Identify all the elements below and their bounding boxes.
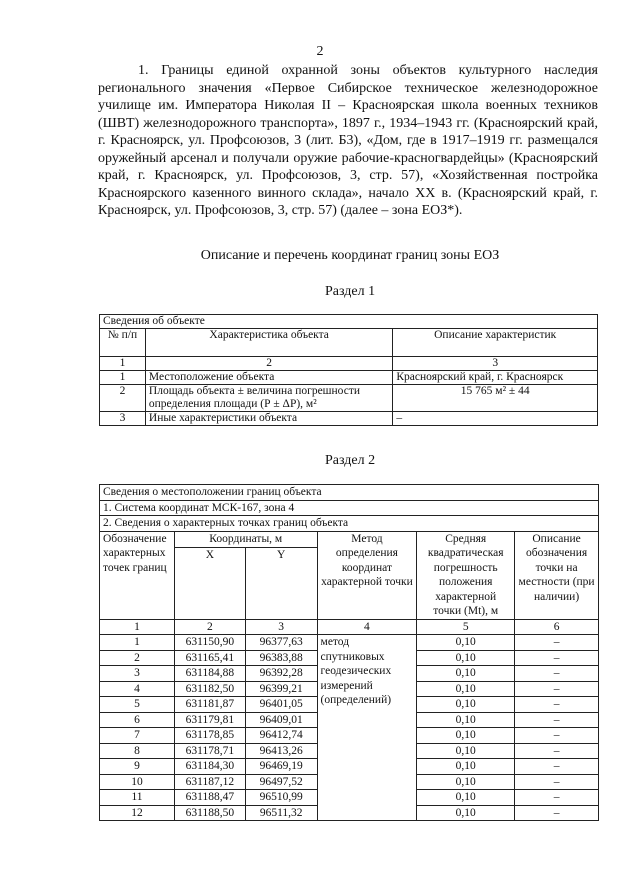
cell: Местоположение объекта: [145, 371, 392, 385]
cell: 96497,52: [245, 774, 317, 790]
cell: 96409,01: [245, 712, 317, 728]
cell: –: [515, 681, 599, 697]
table2-caption: 2. Сведения о характерных точках границ объекта: [100, 516, 599, 532]
cell: 10: [100, 774, 175, 790]
cell: 631188,47: [174, 790, 245, 806]
section1-title: Раздел 1: [325, 284, 376, 299]
cell: 0,10: [417, 681, 515, 697]
cell: 15 765 м² ± 44: [393, 385, 598, 412]
cell: 0,10: [417, 712, 515, 728]
cell: 96412,74: [245, 728, 317, 744]
cell: 3: [100, 666, 175, 682]
cell: 96399,21: [245, 681, 317, 697]
cell: 0,10: [417, 650, 515, 666]
cell: 96401,05: [245, 697, 317, 713]
cell: 5: [100, 697, 175, 713]
cell: –: [515, 635, 599, 651]
cell: –: [393, 412, 598, 426]
header-error: Средняя квадратическая погрешность положения характерной точки (Mt), м: [417, 531, 515, 619]
cell: 0,10: [417, 774, 515, 790]
cell: 96511,32: [245, 805, 317, 821]
cell: –: [515, 759, 599, 775]
scan-edge: [0, 872, 640, 883]
cell: 631150,90: [174, 635, 245, 651]
cell: 2: [100, 385, 146, 412]
cell: 0,10: [417, 697, 515, 713]
header-method: Метод определения координат характерной точки: [317, 531, 417, 619]
cell: 631188,50: [174, 805, 245, 821]
header-x: X: [174, 547, 245, 619]
table-row: [100, 371, 598, 385]
cell: 4: [100, 681, 175, 697]
cell: 0,10: [417, 790, 515, 806]
header-desc: Описание обозначения точки на местности (при наличии): [515, 531, 599, 619]
cell: 96469,19: [245, 759, 317, 775]
table1-header: Описание характеристик: [393, 329, 598, 357]
header-point: Обозначение характерных точек границ: [100, 531, 175, 619]
cell: 631184,88: [174, 666, 245, 682]
cell: 96510,99: [245, 790, 317, 806]
page-number: 2: [316, 44, 324, 59]
cell: 96413,26: [245, 743, 317, 759]
cell: Площадь объекта ± величина погрешности определения площади (Р ± ΔР), м²: [145, 385, 392, 412]
cell: 631178,85: [174, 728, 245, 744]
section2-title: Раздел 2: [325, 453, 376, 468]
cell: 0,10: [417, 743, 515, 759]
table1-header: № п/п: [100, 329, 146, 357]
cell: Иные характеристики объекта: [145, 412, 392, 426]
table2-caption: Сведения о местоположении границ объекта: [100, 485, 599, 501]
table1-colnum: 1: [100, 357, 146, 371]
cell: 6: [100, 712, 175, 728]
cell: 631182,50: [174, 681, 245, 697]
cell: 12: [100, 805, 175, 821]
coordinates-heading: Описание и перечень координат границ зоны ЕОЗ: [200, 248, 500, 263]
table-row: [100, 412, 598, 426]
cell: 631187,12: [174, 774, 245, 790]
table2-colnum: 5: [417, 619, 515, 635]
table2-colnum: 4: [317, 619, 417, 635]
table2-colnum: 2: [174, 619, 245, 635]
object-info-table: [99, 314, 598, 426]
cell: –: [515, 743, 599, 759]
header-coords: Координаты, м: [174, 531, 317, 547]
table1-colnum: 3: [393, 357, 598, 371]
cell: 0,10: [417, 635, 515, 651]
table1-header: Характеристика объекта: [145, 329, 392, 357]
cell: Красноярский край, г. Красноярск: [393, 371, 598, 385]
table2-colnum: 3: [245, 619, 317, 635]
cell: 9: [100, 759, 175, 775]
intro-text: 1. Границы единой охранной зоны объектов культурного наследия регионального значения «Первое Сибирское техническое железнодорожное училище им. Императора Николая II – Красноярская школа военных техников (ШВТ) железнодорожного транспорта», 1897 г., 1934–1943 гг. (Красноярский край, г. Красноярск, ул. Профсоюзов, 3 (лит. Б3), «Дом, где в 1917–1919 гг. размещался оружейный арсенал и получали оружие рабочие-красногвардейцы» (Красноярский край, г. Красноярск, ул. Профсоюзов, 3, стр. 57), «Хозяйственная постройка Красноярского казенного винного склада», начало XX в. (Красноярский край, г. Красноярск, ул. Профсоюзов, 3, стр. 57) (далее – зона ЕОЗ*).: [98, 63, 598, 218]
cell: 96383,88: [245, 650, 317, 666]
cell: –: [515, 805, 599, 821]
table1-colnum: 2: [145, 357, 392, 371]
table2-colnum: 1: [100, 619, 175, 635]
cell: 631181,87: [174, 697, 245, 713]
cell: 2: [100, 650, 175, 666]
method-cell: метод спутниковых геодезических измерений (определений): [317, 635, 417, 821]
cell: 0,10: [417, 728, 515, 744]
header-y: Y: [245, 547, 317, 619]
cell: –: [515, 728, 599, 744]
cell: 96392,28: [245, 666, 317, 682]
table2-colnum: 6: [515, 619, 599, 635]
cell: 0,10: [417, 805, 515, 821]
cell: 631165,41: [174, 650, 245, 666]
cell: 1: [100, 371, 146, 385]
cell: 631179,81: [174, 712, 245, 728]
cell: –: [515, 697, 599, 713]
cell: 3: [100, 412, 146, 426]
cell: 0,10: [417, 666, 515, 682]
cell: –: [515, 712, 599, 728]
cell: 7: [100, 728, 175, 744]
cell: 631184,30: [174, 759, 245, 775]
table-row: [100, 635, 599, 651]
cell: 0,10: [417, 759, 515, 775]
cell: –: [515, 666, 599, 682]
cell: 8: [100, 743, 175, 759]
cell: 1: [100, 635, 175, 651]
cell: –: [515, 774, 599, 790]
table2-caption: 1. Система координат МСК-167, зона 4: [100, 500, 599, 516]
cell: 96377,63: [245, 635, 317, 651]
cell: 11: [100, 790, 175, 806]
intro-paragraph: [98, 62, 598, 220]
cell: 631178,71: [174, 743, 245, 759]
cell: –: [515, 650, 599, 666]
table1-caption: Сведения об объекте: [100, 315, 598, 329]
boundary-points-table: [99, 484, 599, 821]
table-row: [100, 385, 598, 412]
cell: –: [515, 790, 599, 806]
